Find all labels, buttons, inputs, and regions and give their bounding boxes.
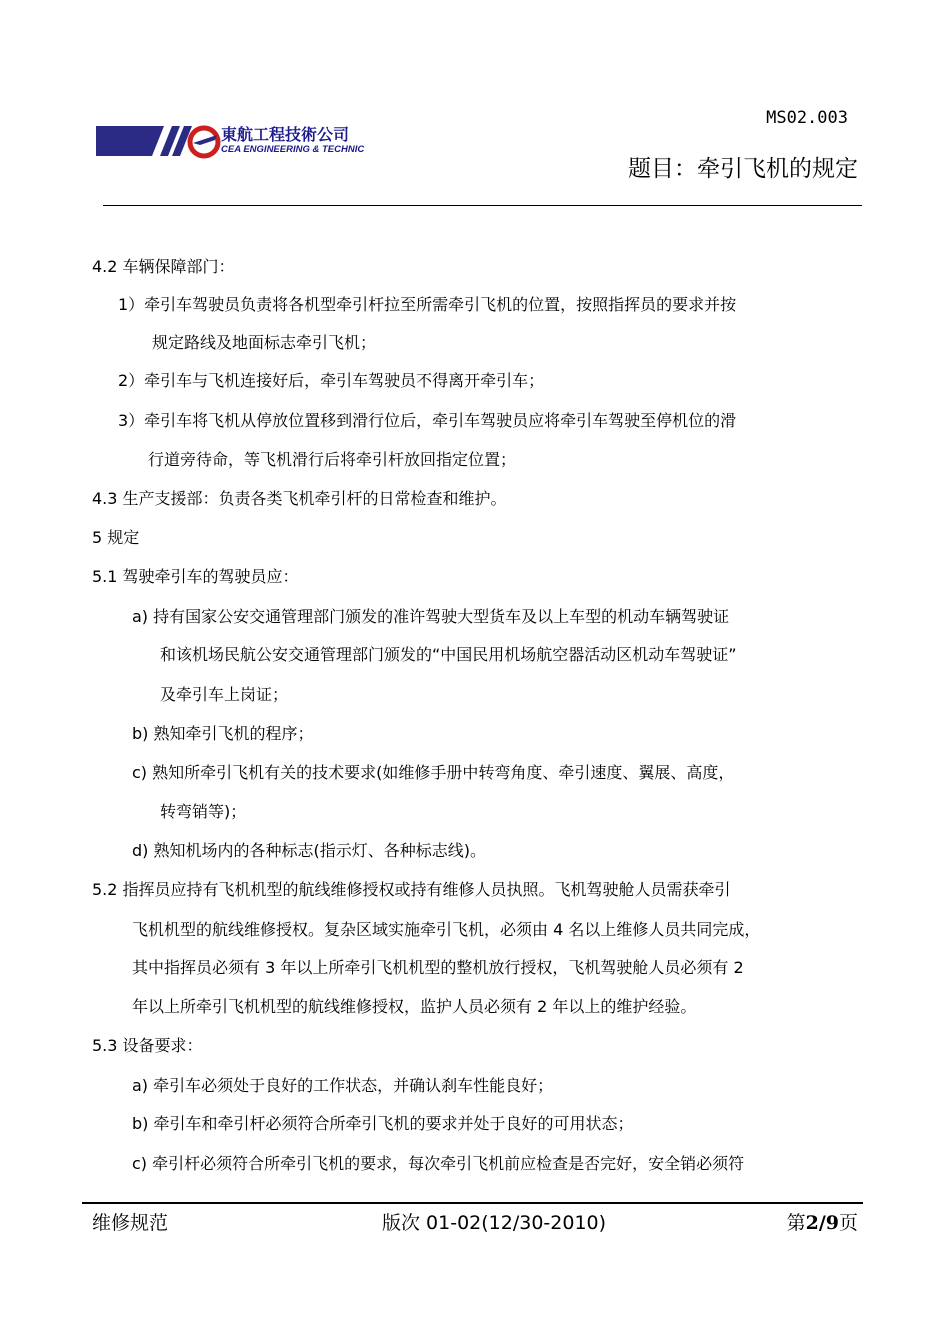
section-5-3-item-b: b) 牵引车和牵引杆必须符合所牵引飞机的要求并处于良好的可用状态； xyxy=(132,1114,634,1133)
logo-english-name: CEA ENGINEERING & TECHNIC xyxy=(221,144,365,155)
section-4-2-heading: 4.2 车辆保障部门： xyxy=(92,257,235,276)
section-5-1-item-a: a) 持有国家公安交通管理部门颁发的准许驾驶大型货车及以上车型的机动车辆驾驶证 xyxy=(132,607,730,626)
page-count: 2/9 xyxy=(805,1212,839,1234)
footer-revision: 版次 01-02(12/30-2010) xyxy=(382,1212,607,1234)
section-4-3-text: 4.3 生产支援部：负责各类飞机牵引杆的日常检查和维护。 xyxy=(92,489,507,508)
section-4-2-item-3: 3）牵引车将飞机从停放位置移到滑行位后，牵引车驾驶员应将牵引车驾驶至停机位的滑 xyxy=(118,411,737,430)
section-5-1-item-c-cont: 转弯销等)； xyxy=(160,802,247,821)
footer-divider xyxy=(82,1202,863,1204)
document-code: MS02.003 xyxy=(766,108,848,128)
section-5-2-line-4: 年以上所牵引飞机机型的航线维修授权，监护人员必须有 2 年以上的维护经验。 xyxy=(132,997,697,1016)
page-prefix: 第 xyxy=(786,1212,806,1234)
section-5-1-item-c: c) 熟知所牵引飞机有关的技术要求(如维修手册中转弯角度、牵引速度、翼展、高度， xyxy=(132,763,735,782)
section-5-1-item-b: b) 熟知牵引飞机的程序； xyxy=(132,724,314,743)
section-4-2-item-3-cont: 行道旁待命，等飞机滑行后将牵引杆放回指定位置； xyxy=(148,450,517,469)
section-5-3-item-c: c) 牵引杆必须符合所牵引飞机的要求，每次牵引飞机前应检查是否完好，安全销必须符 xyxy=(132,1154,745,1173)
section-5-1-item-d: d) 熟知机场内的各种标志(指示灯、各种标志线)。 xyxy=(132,841,486,860)
document-title: 题目：牵引飞机的规定 xyxy=(628,156,858,182)
section-5-1-item-a-cont-2: 及牵引车上岗证； xyxy=(160,685,289,704)
section-5-1-item-a-cont-1: 和该机场民航公安交通管理部门颁发的“中国民用机场航空器活动区机动车驾驶证” xyxy=(160,645,737,664)
page-suffix: 页 xyxy=(838,1212,858,1234)
section-5-3-item-a: a) 牵引车必须处于良好的工作状态，并确认刹车性能良好； xyxy=(132,1076,554,1095)
section-5-heading: 5 规定 xyxy=(92,528,140,547)
section-5-1-heading: 5.1 驾驶牵引车的驾驶员应： xyxy=(92,567,299,586)
footer-page-number xyxy=(700,1208,858,1235)
logo-chinese-name: 東航工程技術公司 xyxy=(221,125,350,144)
section-5-2-line-2: 飞机机型的航线维修授权。复杂区域实施牵引飞机，必须由 4 名以上维修人员共同完成， xyxy=(132,920,761,939)
section-4-2-item-1: 1）牵引车驾驶员负责将各机型牵引杆拉至所需牵引飞机的位置，按照指挥员的要求并按 xyxy=(118,295,737,314)
section-5-3-heading: 5.3 设备要求： xyxy=(92,1036,203,1055)
section-4-2-item-1-cont: 规定路线及地面标志牵引飞机； xyxy=(152,333,377,352)
section-5-2-line-1: 5.2 指挥员应持有飞机机型的航线维修授权或持有维修人员执照。飞机驾驶舱人员需获牵引 xyxy=(92,880,731,899)
section-5-2-line-3: 其中指挥员必须有 3 年以上所牵引飞机机型的整机放行授权，飞机驾驶舱人员必须有 2 xyxy=(132,958,744,977)
section-4-2-item-2: 2）牵引车与飞机连接好后，牵引车驾驶员不得离开牵引车； xyxy=(118,371,545,390)
footer-doc-type: 维修规范 xyxy=(92,1212,169,1234)
